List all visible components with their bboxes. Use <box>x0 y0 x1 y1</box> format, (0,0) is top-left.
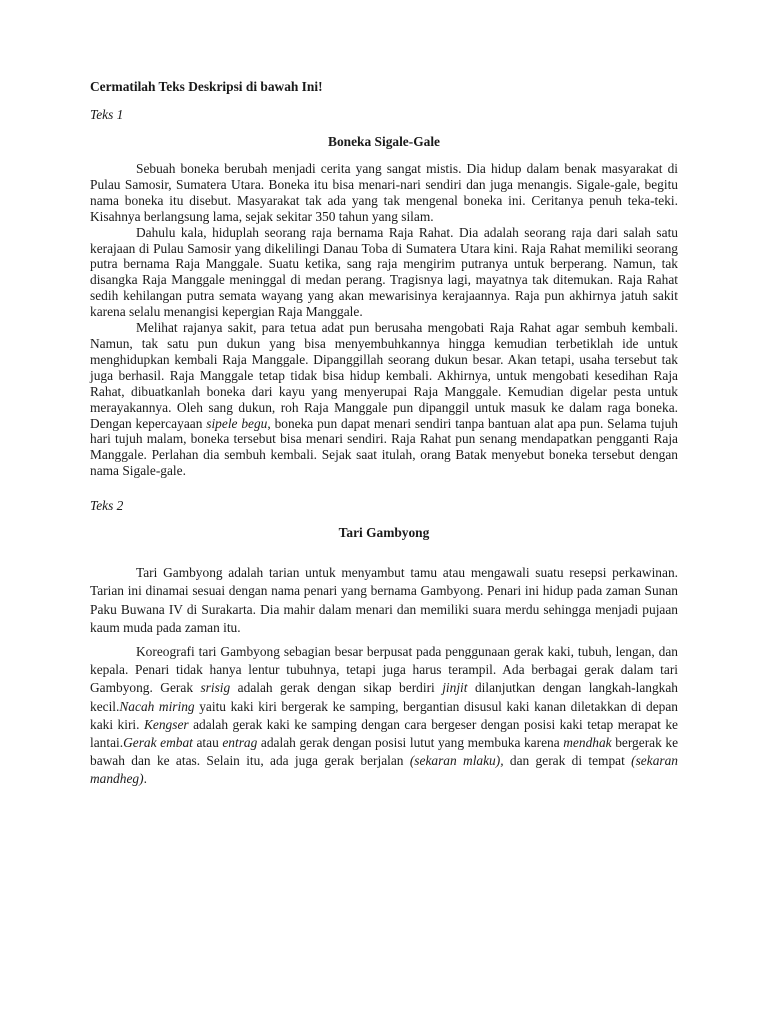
t2-p2-italic: mendhak <box>563 734 612 750</box>
teks-1-paragraph-3 <box>90 320 678 479</box>
teks-1-section <box>90 106 678 479</box>
teks-1-p3-text-a: Melihat rajanya sakit, para tetua adat pun berusaha mengobati Raja Rahat agar sembuh kembali. Namun, tak satu pun dukun yang bisa menyembuhkannya hingga kemudian terbetiklah ide untuk menghidupkan kembali Raja Manggale. Dipanggillah seorang dukun besar. Akan tetapi, usaha tersebut tak juga berhasil. Raja Manggale tetap tidak bisa hidup kembali. Akhirnya, untuk mengobati kesedihan Raja Rahat, dibuatkanlah boneka dari kayu yang menyerupai Raja Manggale. Kemudian digelar pesta untuk merayakannya. Oleh sang dukun, roh Raja Manggale pun dipanggil untuk masuk ke dalam raga boneka. Dengan kepercayaan <box>90 320 678 431</box>
t2-p2-italic: Gerak embat <box>123 734 193 750</box>
teks-1-paragraph-2: Dahulu kala, hiduplah seorang raja bernama Raja Rahat. Dia adalah seorang raja dari salah satu kerajaan di Pulau Samosir yang dikelilingi Danau Toba di Sumatera Utara kini. Raja Rahat memiliki seorang putra bernama Raja Manggale. Suatu ketika, sang raja mengirim putranya untuk berperang. Namun, tak disangka Raja Manggale meninggal di medan perang. Tragisnya lagi, mayatnya tak ditemukan. Raja Rahat sedih kehilangan putra semata wayang yang akan mewarisinya kerajaannya. Raja pun akhirnya jatuh sakit karena selalu menangisi kepergian Raja Manggale. <box>90 224 678 320</box>
t2-p2-italic: Nacah miring <box>119 698 195 714</box>
teks-2-paragraph-1: Tari Gambyong adalah tarian untuk menyambut tamu atau mengawali suatu resepsi perkawinan. Tarian ini dinamai sesuai dengan nama penari yang bernama Gambyong. Penari ini hidup pada zaman Sunan Paku Buwana IV di Surakarta. Dia mahir dalam menari dan memiliki suara merdu sehingga menjadi pujaan kaum muda pada zaman itu. <box>90 565 678 635</box>
t2-p2-italic: entrag <box>222 734 258 750</box>
t2-p2-italic: (sekaran mlaku), <box>409 753 504 769</box>
t2-p2-seg: adalah gerak dengan sikap berdiri <box>230 680 443 696</box>
t2-p2-italic: srisig <box>200 680 231 696</box>
instruction-heading: Cermatilah Teks Deskripsi di bawah Ini! <box>90 79 323 94</box>
teks-2-section <box>90 497 678 788</box>
teks-1-title: Boneka Sigale-Gale <box>328 134 440 149</box>
teks-1-paragraph-1: Sebuah boneka berubah menjadi cerita yang sangat mistis. Dia hidup dalam benak masyarakat di Pulau Samosir, Sumatera Utara. Boneka itu bisa menari-nari sendiri dan juga menangis. Sigale-gale, begitu nama boneka itu disebut. Masyarakat tak ada yang tak mengenal boneka ini. Ceritanya penuh teka-teki. Kisahnya berlangsung lama, sejak sekitar 350 tahun yang silam. <box>90 161 678 224</box>
t2-p2-seg: bergerak ke bawah dan ke atas. Selain itu, ada juga gerak berjalan <box>90 734 679 769</box>
t2-p2-seg: dilanjutkan dengan langkah-langkah kecil. <box>90 680 678 714</box>
t2-p2-italic: Kengser <box>143 716 189 732</box>
t2-p2-seg: yaitu kaki kiri bergerak ke samping, bergantian disusul kaki kanan diletakkan di depan kaki kiri. <box>90 698 678 732</box>
t2-p2-seg: adalah gerak dengan posisi lutut yang membuka karena <box>257 734 564 750</box>
t2-p2-seg: atau <box>192 734 223 750</box>
teks-2-label: Teks 2 <box>90 498 124 514</box>
t2-p2-italic: (sekaran mandheg) <box>90 753 678 787</box>
teks-2-paragraph-2 <box>90 643 678 789</box>
t2-p2-italic: jinjit <box>442 680 468 696</box>
teks-1-p3-italic: sipele begu <box>206 415 268 431</box>
t2-p2-seg: adalah gerak kaki ke samping dengan cara bergeser dengan posisi kaki tetap merapat ke lantai. <box>90 716 678 750</box>
t2-p2-seg: . <box>143 771 147 787</box>
t2-p2-seg: dan gerak di tempat <box>503 753 632 769</box>
teks-1-label: Teks 1 <box>90 107 124 122</box>
t2-p2-seg: Koreografi tari Gambyong sebagian besar berpusat pada penggunaan gerak kaki, tubuh, lengan, dan kepala. Penari tidak hanya lentur tubuhnya, tetapi juga harus terampil. Ada berbagai gerak dalam tari Gambyong. Gerak <box>90 643 678 696</box>
teks-2-title: Tari Gambyong <box>338 525 430 541</box>
teks-1-p3-text-b: , boneka pun dapat menari sendiri tanpa bantuan alat apa pun. Selama tujuh hari tujuh malam, boneka tersebut bisa menari sendiri. Raja Rahat pun senang mendapatkan pengganti Raja Manggale. Perlahan dia sembuh kembali. Sejak saat itulah, orang Batak menyebut boneka tersebut dengan nama Sigale-gale. <box>90 415 678 479</box>
